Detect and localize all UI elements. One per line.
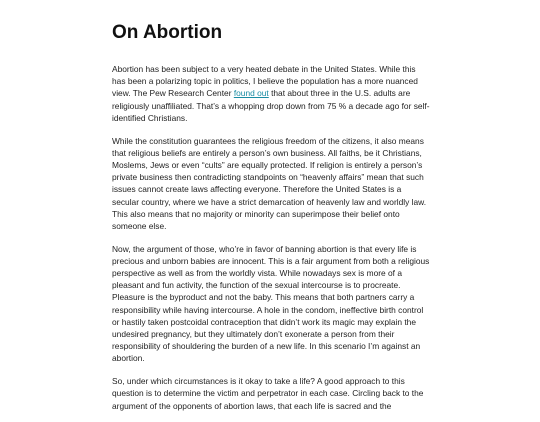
paragraph-3: Now, the argument of those, who’re in favor of banning abortion is that every life is precious and unborn babies are innocent. This is a fair argument from both a religious perspective as well as from the worldly vista. While nowadays sex is more of a pleasant and fun activity, the function of the sexual intercourse is to procreate. Pleasure is the byproduct and not the baby. This means that both partners carry a responsibility while having intercourse. A hole in the condom, ineffective birth control or hastily taken postcoidal contraception that didn’t work its magic may explain the undesired pregnancy, but they ultimately don’t exonerate a person from their responsibility of shouldering the burden of a new life. In this scenario I’m against an abortion. (112, 243, 430, 364)
paragraph-2: While the constitution guarantees the religious freedom of the citizens, it also means that religious beliefs are entirely a person’s own business. All faiths, be it Christians, Moslems, Jews or even “cults” are equally protected. If religion is entirely a person’s private business then contradicting standpoints on “heavenly affairs” mean that such issues cannot create laws affecting everyone. Therefore the United States is a secular country, where we have a strict demarcation of heavenly law and worldly law. This also means that no majority or minority can superimpose their belief onto someone else. (112, 135, 427, 231)
found-out-link[interactable]: found out (233, 88, 269, 99)
paragraph-1-text-before: Abortion has been subject to a very heated debate in the United States. While this has been a polarizing topic in politics, I believe the population has a more nuanced view. The Pew Research Center (112, 64, 418, 99)
page-title: On Abortion (112, 22, 223, 43)
paragraph-1 (112, 63, 430, 124)
article (112, 20, 430, 422)
paragraph-1-text-after: that about three in the U.S. adults are religiously unaffiliated. That’s a whopping drop down from 75 % a decade ago for self-identified Christians. (112, 88, 430, 123)
paragraph-4: So, under which circumstances is it okay to take a life? A good approach to this question is to determine the victim and perpetrator in each case. Circling back to the argument of the opponents of abortion laws, that each life is sacred and the (112, 376, 424, 411)
